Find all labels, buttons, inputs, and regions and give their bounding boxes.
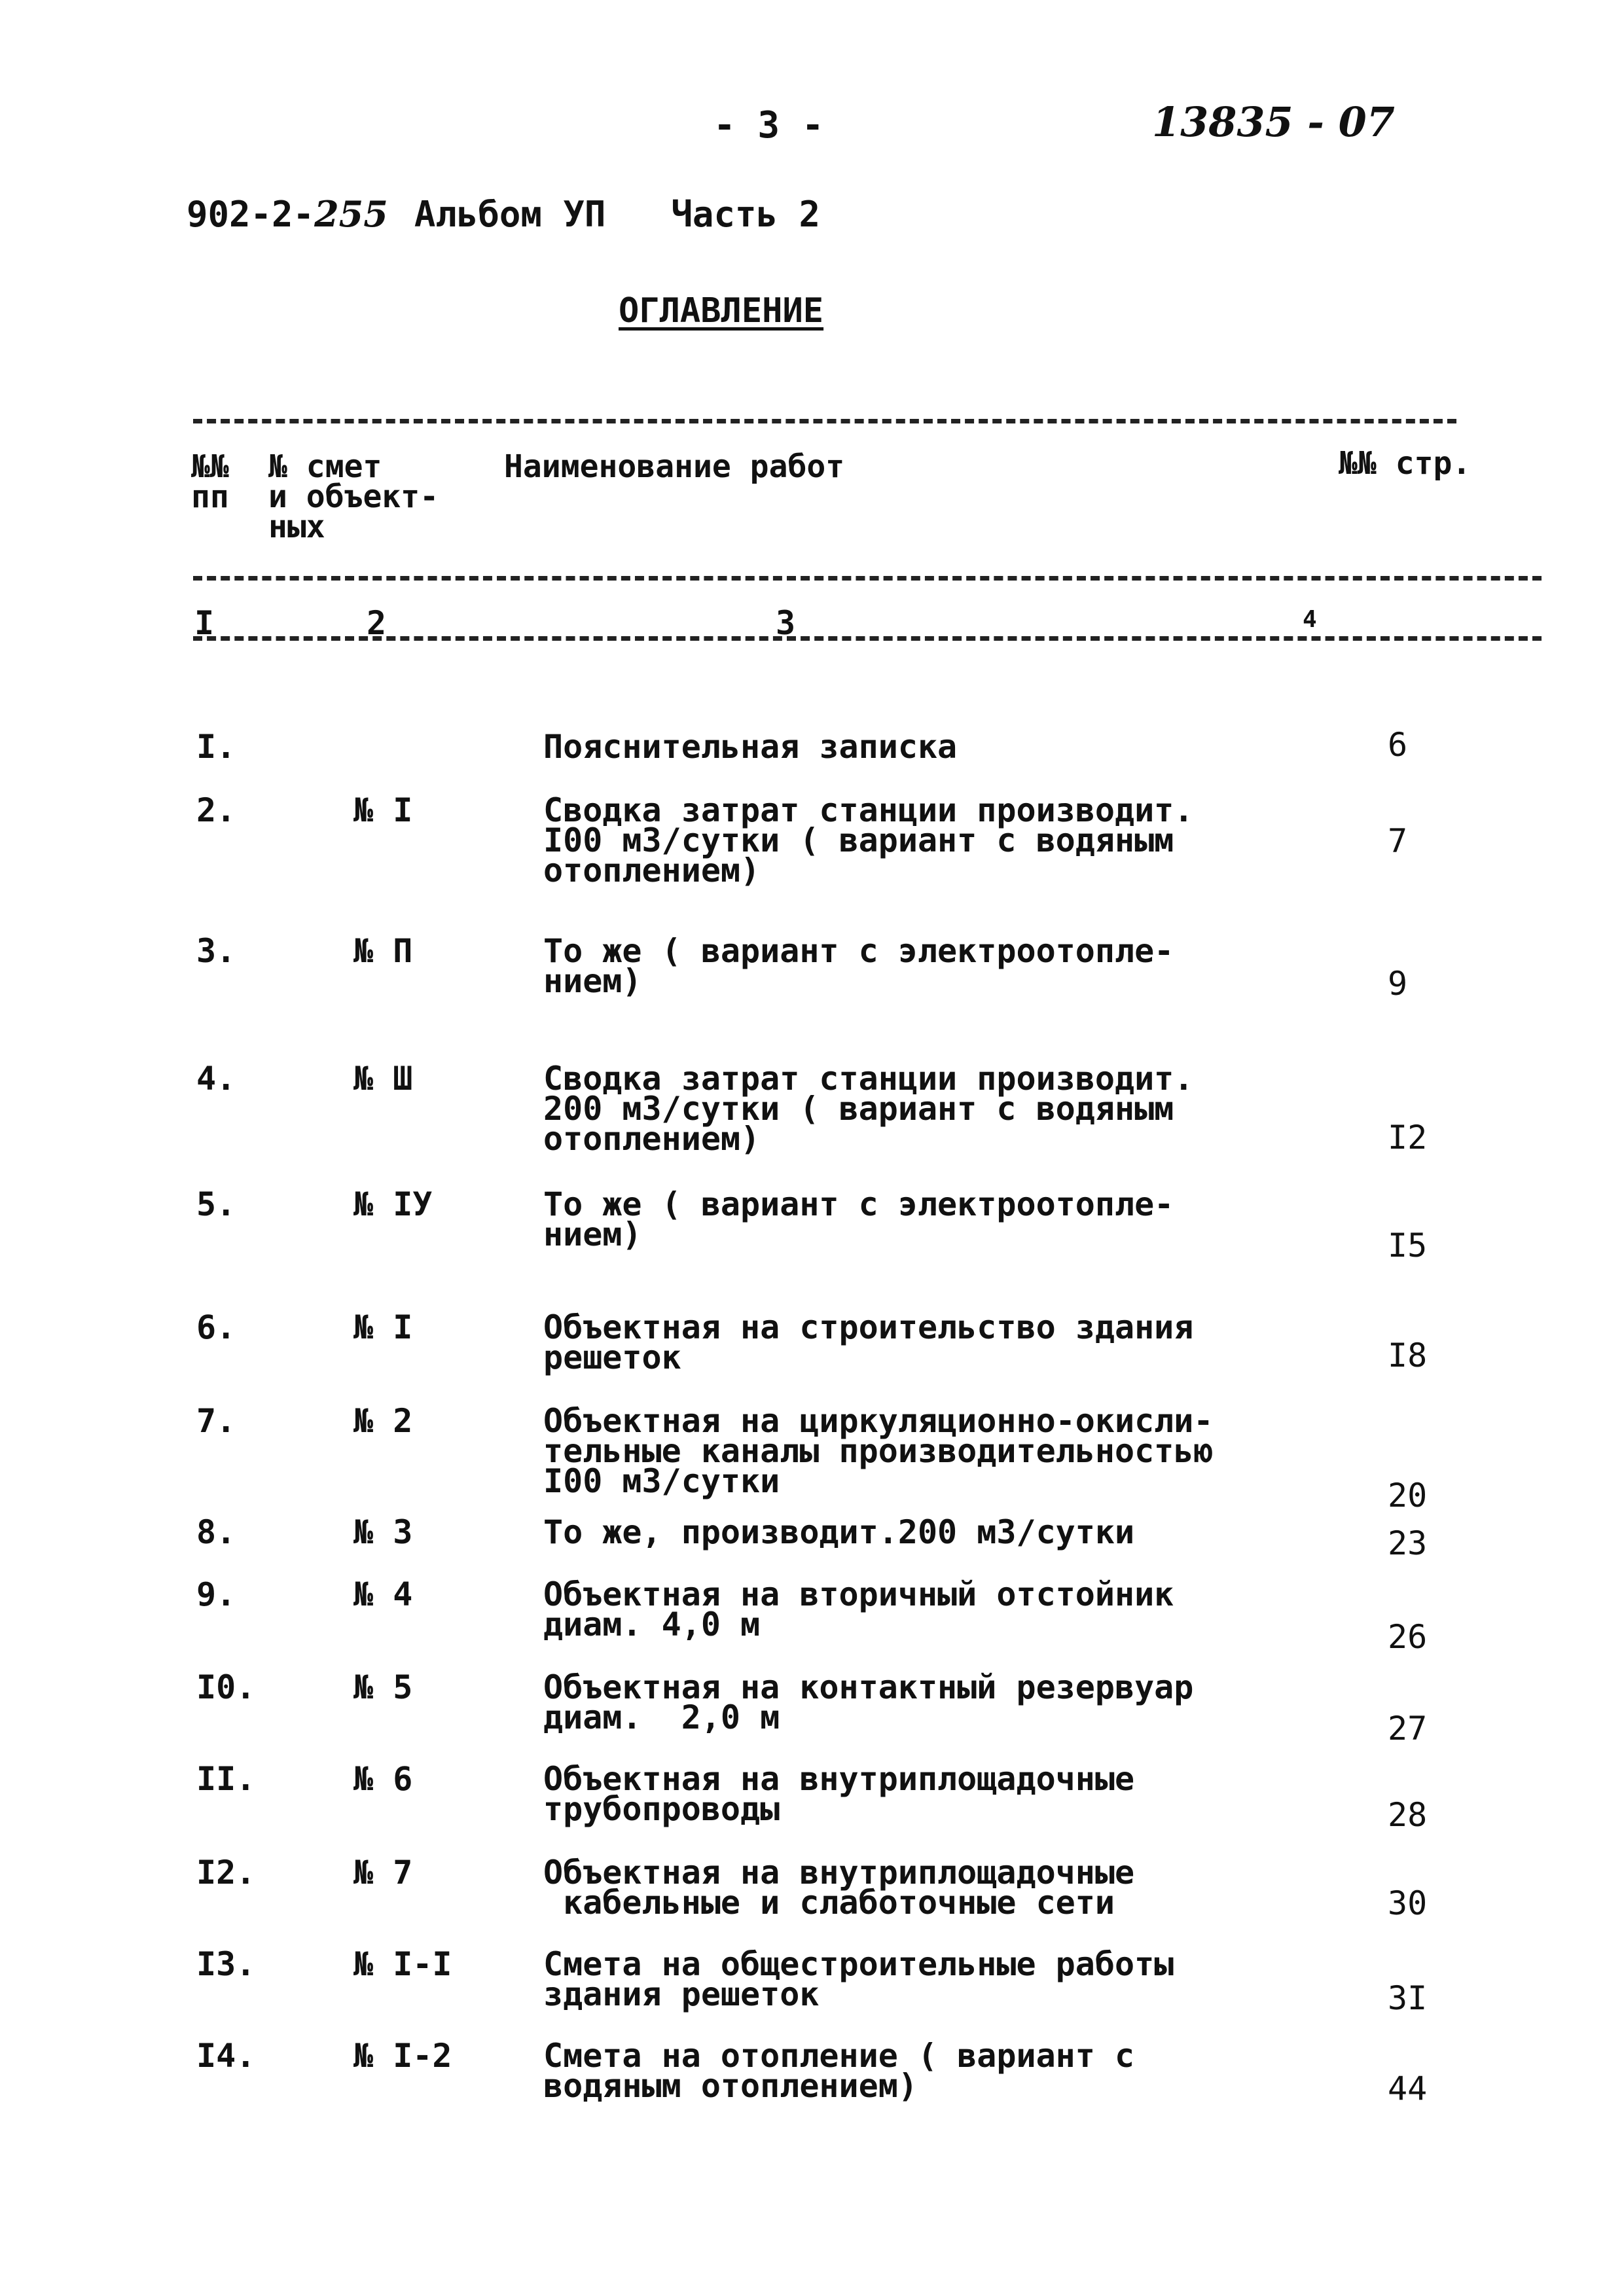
- document-number: 13835 - 07: [1152, 98, 1395, 146]
- row-smeta: № I: [353, 791, 413, 829]
- col-header-smeta: № смет и объект- ных: [268, 448, 439, 545]
- row-smeta: № 5: [353, 1668, 413, 1706]
- row-name: Объектная на строительство здания решеток: [543, 1308, 1194, 1376]
- col-number-3: 3: [776, 604, 796, 642]
- row-page: 20: [1388, 1477, 1428, 1515]
- row-name: Объектная на циркуляционно-окисли- тельные каналы производительностью I00 м3/сутки: [543, 1402, 1214, 1500]
- row-name: Объектная на вторичный отстойник диам. 4,0 м: [543, 1575, 1174, 1643]
- row-smeta: № Ш: [353, 1060, 413, 1098]
- row-page: 28: [1388, 1796, 1428, 1834]
- row-number: I4.: [196, 2037, 256, 2075]
- col-number-2: 2: [367, 604, 387, 642]
- row-number: 4.: [196, 1060, 236, 1098]
- row-number: 5.: [196, 1185, 236, 1223]
- table-top-rule: [193, 419, 1456, 423]
- row-page: 7: [1388, 822, 1408, 860]
- row-name: Объектная на внутриплощадочные трубопроводы: [543, 1760, 1135, 1828]
- row-page: 30: [1388, 1884, 1428, 1922]
- row-page: 3I: [1388, 1979, 1428, 2017]
- row-name: Пояснительная записка: [543, 728, 958, 766]
- series-code: 255: [314, 193, 388, 235]
- row-number: 2.: [196, 791, 236, 829]
- row-smeta: № 6: [353, 1760, 413, 1798]
- row-smeta: № 3: [353, 1513, 413, 1551]
- row-name: Объектная на контактный резервуар диам. 2,0 м: [543, 1668, 1194, 1736]
- album-header: [187, 193, 820, 235]
- row-number: 9.: [196, 1575, 236, 1613]
- row-page: 23: [1388, 1524, 1428, 1562]
- row-number: 3.: [196, 932, 236, 970]
- row-name: То же, производит.200 м3/сутки: [543, 1513, 1135, 1551]
- row-number: I.: [196, 728, 236, 766]
- table-header-rule: [193, 576, 1542, 581]
- row-number: 7.: [196, 1402, 236, 1440]
- row-smeta: № I-I: [353, 1945, 452, 1983]
- album-label: Альбом УП: [414, 194, 606, 235]
- row-page: 6: [1388, 726, 1408, 764]
- row-number: I2.: [196, 1854, 256, 1892]
- row-name: Сводка затрат станции производит. 200 м3/сутки ( вариант с водяным отоплением): [543, 1060, 1194, 1158]
- row-page: 27: [1388, 1710, 1428, 1748]
- row-page: I5: [1388, 1227, 1428, 1265]
- row-smeta: № I-2: [353, 2037, 452, 2075]
- toc-title: ОГЛАВЛЕНИЕ: [619, 291, 824, 331]
- row-smeta: № П: [353, 932, 413, 970]
- row-name: Сводка затрат станции производит. I00 м3/сутки ( вариант с водяным отоплением): [543, 791, 1194, 889]
- row-number: 6.: [196, 1308, 236, 1346]
- row-page: 9: [1388, 965, 1408, 1003]
- row-smeta: № IУ: [353, 1185, 433, 1223]
- col-header-num: №№ пп: [191, 448, 229, 515]
- row-page: 26: [1388, 1618, 1428, 1656]
- row-name: Объектная на внутриплощадочные кабельные и слаботочные сети: [543, 1854, 1135, 1922]
- row-page: I8: [1388, 1336, 1428, 1374]
- col-number-1: I: [194, 604, 215, 642]
- part-label: Часть 2: [671, 194, 820, 235]
- row-number: I3.: [196, 1945, 256, 1983]
- col-number-4: 4: [1303, 606, 1317, 633]
- col-header-name: Наименование работ: [504, 448, 845, 485]
- row-smeta: № 2: [353, 1402, 413, 1440]
- row-page: I2: [1388, 1119, 1428, 1157]
- page-number: - 3 -: [713, 104, 824, 147]
- row-name: То же ( вариант с электроотопле- нием): [543, 1185, 1174, 1253]
- row-page: 44: [1388, 2070, 1428, 2108]
- series-prefix: 902-2-: [187, 194, 315, 235]
- col-header-page: №№ стр.: [1339, 445, 1471, 482]
- row-number: 8.: [196, 1513, 236, 1551]
- row-smeta: № 4: [353, 1575, 413, 1613]
- row-smeta: № 7: [353, 1854, 413, 1892]
- row-name: Смета на отопление ( вариант с водяным отоплением): [543, 2037, 1135, 2105]
- column-number-rule: [193, 636, 1542, 641]
- row-name: Смета на общестроительные работы здания решеток: [543, 1945, 1174, 2013]
- row-number: II.: [196, 1760, 256, 1798]
- row-name: То же ( вариант с электроотопле- нием): [543, 932, 1174, 1000]
- row-number: I0.: [196, 1668, 256, 1706]
- row-smeta: № I: [353, 1308, 413, 1346]
